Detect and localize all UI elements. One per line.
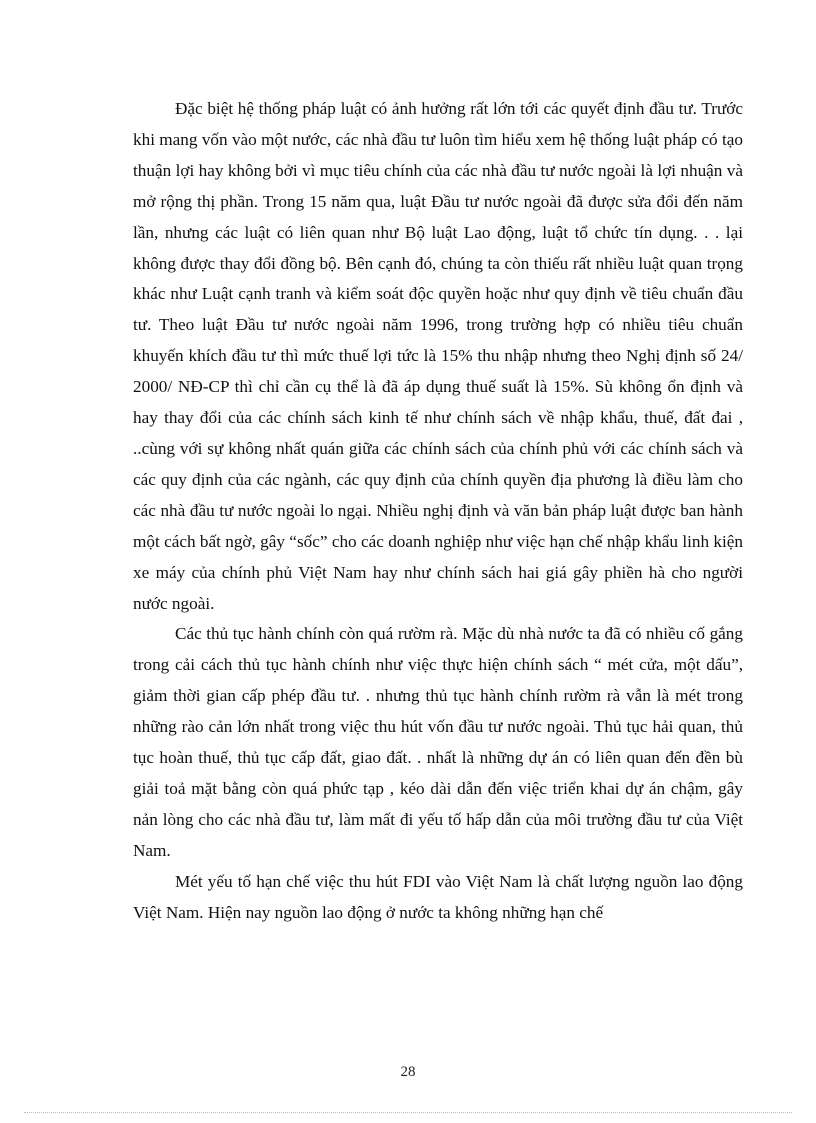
paragraph-labor-quality: Mét yếu tố hạn chế việc thu hút FDI vào Việt Nam là chất lượng nguồn lao động Việt Nam. Hiện nay nguồn lao động ở nước ta không những hạn chế bbox=[133, 871, 743, 922]
paragraph-legal-system: Đặc biệt hệ thống pháp luật có ảnh hưởng rất lớn tới các quyết định đầu tư. Trước khi mang vốn vào một nước, các nhà đầu tư luôn tìm hiểu xem hệ thống luật pháp có tạo thuận lợi hay không bởi vì mục tiêu chính của các nhà đầu tư nước ngoài là lợi nhuận và mở rộng thị phần. Trong 15 năm qua, luật Đầu tư nước ngoài đã được sửa đổi đến năm lần, nhưng các luật có liên quan như Bộ luật Lao động, luật tổ chức tín dụng. . . lại không được thay đổi đồng bộ. Bên cạnh đó, chúng ta còn thiếu rất nhiều luật quan trọng khác như Luật cạnh tranh và kiểm soát độc quyền hoặc như quy định về tiêu chuẩn đầu tư. Theo luật Đầu tư nước ngoài năm 1996, trong trường hợp có nhiều tiêu chuẩn khuyến khích đầu tư thì mức thuế lợi tức là 15% thu nhập nhưng theo Nghị định số 24/ 2000/ NĐ-CP thì chỉ cần cụ thể là đã áp dụng thuế suất là 15%. Sù không ổn định và hay thay đổi của các chính sách kinh tế như chính sách về nhập khẩu, thuế, đất đai , ..cùng với sự không nhất quán giữa các chính sách của chính phủ với các chính sách và các quy định của các ngành, các quy định của chính quyền địa phương là điều làm cho các nhà đầu tư nước ngoài lo ngại. Nhiều nghị định và văn bản pháp luật được ban hành một cách bất ngờ, gây “sốc” cho các doanh nghiệp như việc hạn chế nhập khẩu linh kiện xe máy của chính phủ Việt Nam hay như chính sách hai giá gây phiền hà cho người nước ngoài. bbox=[133, 99, 743, 613]
page-bottom-divider bbox=[24, 1112, 792, 1113]
page-number: 28 bbox=[400, 1064, 416, 1080]
paragraph-administrative-procedures: Các thủ tục hành chính còn quá rườm rà. Mặc dù nhà nước ta đã có nhiều cố gắng trong cải cách thủ tục hành chính như việc thực hiện chính sách “ mét cửa, một dấu”, giảm thời gian cấp phép đầu tư. . nhưng thủ tục hành chính rườm rà vẫn là mét trong những rào cản lớn nhất trong việc thu hút vốn đầu tư nước ngoài. Thủ tục hải quan, thủ tục hoàn thuế, thủ tục cấp đất, giao đất. . nhất là những dự án có liên quan đến đền bù giải toả mặt bằng còn quá phức tạp , kéo dài dẫn đến việc triển khai dự án chậm, gây nản lòng cho các nhà đầu tư, làm mất đi yếu tố hấp dẫn của môi trường đầu tư của Việt Nam. bbox=[133, 624, 743, 860]
body-text bbox=[133, 94, 743, 928]
